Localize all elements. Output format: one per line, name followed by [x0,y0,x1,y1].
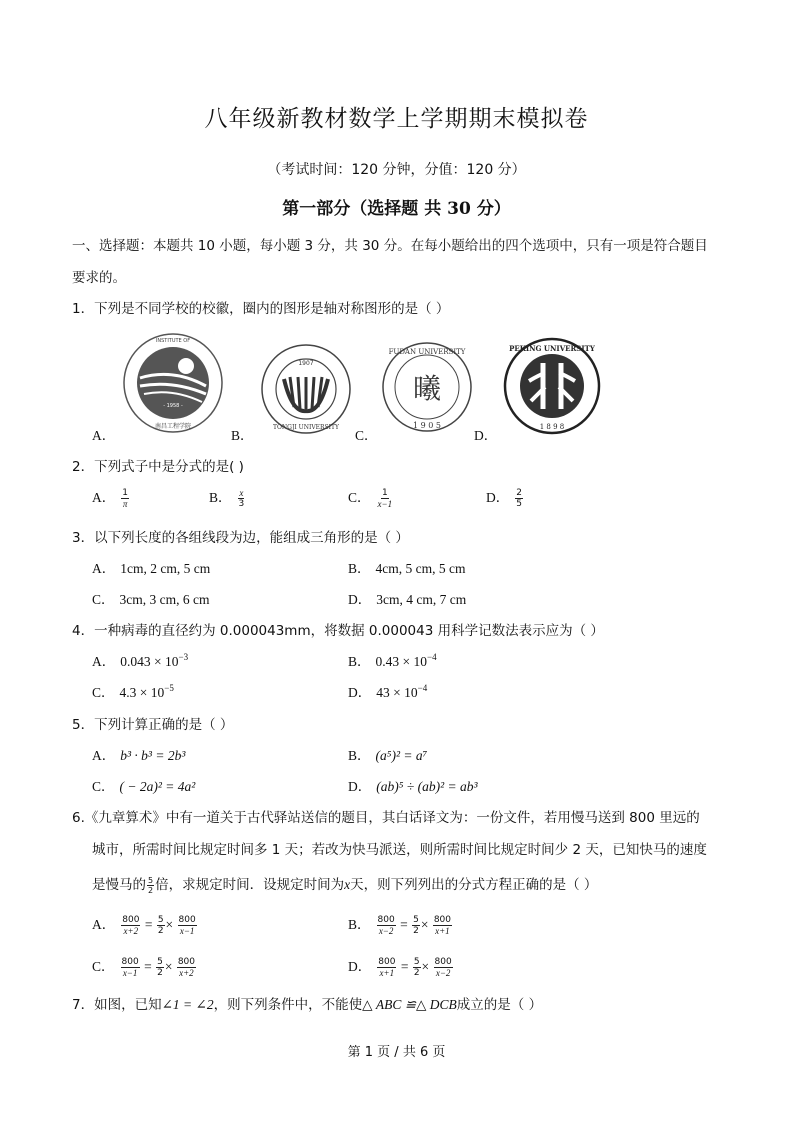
question-5-option-d[interactable] [348,775,478,795]
option-exponent: −5 [164,683,174,693]
option-label: D． [348,592,372,607]
option-label: D． [348,779,372,794]
question-4-option-b[interactable] [348,650,437,670]
option-label: C． [92,779,115,794]
question-6-option-a[interactable]: A． $\frac{800}{x+2}$ = $\frac{5}{2}$ × $\frac{800}{x-1}$ [92,915,196,937]
option-label: C． [355,428,378,443]
svg-text:PEKING UNIVERSITY: PEKING UNIVERSITY [509,344,595,353]
question-6-stem-line-2: 城市，所需时间比规定时间多 1 天；若改为快马派送，则所需时间比规定时间少 2 天，已知快马的速度 [92,842,707,858]
page-footer: 第 1 页 / 共 6 页 [347,1045,446,1060]
question-3-option-a[interactable] [92,557,210,577]
denominator: 2 [157,968,163,979]
question-3-option-c[interactable] [92,588,210,608]
denominator: x−1 [179,926,195,937]
svg-text:1 8 9 8: 1 8 9 8 [539,423,565,431]
stem-text: ，则下列条件中，不能使 [213,997,363,1013]
numerator: 800 [433,915,451,926]
peking-emblem-icon [503,337,601,435]
numerator: 1 [381,488,388,499]
tongji-emblem-icon [258,343,354,435]
question-1-option-a[interactable] [92,424,120,444]
page-title: 八年级新教材数学上学期期末模拟卷 [204,106,589,132]
svg-text:1 9 0 5: 1 9 0 5 [413,421,441,430]
question-2-option-a[interactable] [92,486,130,509]
stem-math: △ ABC ≌△ DCB [362,997,457,1012]
stem-text: 天，则下列列出的分式方程正确的是（ ） [350,877,598,893]
exam-info: （考试时间：120 分钟，分值：120 分） [267,162,526,178]
question-5-option-c[interactable] [92,775,195,795]
question-3-option-d[interactable] [348,588,466,608]
numerator: 800 [122,915,140,926]
option-text: (ab)⁵ ÷ (ab)² = ab³ [376,779,478,794]
denominator: π [122,499,128,510]
variable: x [344,877,351,892]
question-1-option-b[interactable] [231,424,259,444]
option-text: 4cm, 5 cm, 5 cm [375,561,466,576]
denominator: x−2 [378,926,394,937]
instructions-line-2: 要求的。 [72,270,126,286]
option-exponent: −4 [427,652,437,662]
option-label: A． [92,490,116,505]
question-6-stem-line-1: 6.《九章算术》中有一道关于古代驿站送信的题目，其白话译文为：一份文件，若用慢马送到 800 里远的 [72,810,700,826]
option-label: C． [92,685,115,700]
numerator: 5 [157,957,163,968]
denominator: x−2 [435,968,451,979]
option-label: B． [209,490,232,505]
question-5-option-a[interactable] [92,744,185,764]
question-2-stem: 2．下列式子中是分式的是( ) [72,459,244,475]
numerator: 1 [122,488,128,499]
question-2-option-d[interactable] [486,486,524,509]
question-4-option-a[interactable] [92,650,188,670]
option-label: D． [348,685,372,700]
denominator: 2 [413,968,420,979]
denominator: 3 [238,499,245,510]
question-1-option-c[interactable] [355,424,383,444]
stem-text: 是慢马的 [92,877,146,893]
denominator: x+2 [179,968,194,979]
question-2-option-c[interactable] [348,486,394,509]
denominator: x−1 [122,968,138,979]
option-label: D． [474,428,498,443]
denominator: x+1 [435,926,450,937]
option-label: A． [92,561,116,576]
question-5-stem: 5．下列计算正确的是（ ） [72,717,234,733]
svg-text:FUDAN UNIVERSITY: FUDAN UNIVERSITY [388,348,466,356]
nanchang-emblem-icon [122,332,224,434]
denominator: 2 [148,885,154,895]
denominator: x−1 [377,499,393,510]
denominator: 2 [157,926,164,937]
option-text: 3cm, 4 cm, 7 cm [376,592,467,607]
denominator: x+2 [123,926,139,937]
option-label: C． [92,592,115,607]
svg-text:TONGJI UNIVERSITY: TONGJI UNIVERSITY [273,424,339,431]
question-6-option-c[interactable]: C． $\frac{800}{x-1}$ = $\frac{5}{2}$ × $\frac{800}{x+2}$ [92,957,195,979]
question-4-option-c[interactable] [92,681,174,701]
question-1-stem: 1．下列是不同学校的校徽，圈内的图形是轴对称图形的是（ ） [72,301,450,317]
option-label: B． [348,654,371,669]
svg-text:南昌工程学院: 南昌工程学院 [154,423,192,430]
question-3-option-b[interactable] [348,557,466,577]
option-label: C． [348,490,371,505]
option-label: D． [486,490,510,505]
option-base: 0.43 × 10 [375,654,428,669]
question-6-stem-line-3 [92,873,597,895]
option-label: A． [92,748,116,763]
option-base: 0.043 × 10 [120,654,179,669]
numerator: 800 [177,957,195,968]
instructions-line-1: 一、选择题：本题共 10 小题，每小题 3 分，共 30 分。在每小题给出的四个选项中，只有一项是符合题目 [72,238,708,254]
option-text: 3cm, 3 cm, 6 cm [119,592,210,607]
stem-text: 7．如图，已知 [72,997,162,1013]
option-label: D． [348,959,372,974]
option-text: ( − 2a)² = 4a² [119,779,196,794]
option-base: 4.3 × 10 [119,685,165,700]
option-base: 43 × 10 [376,685,418,700]
numerator: 5 [413,915,419,926]
svg-text:INSTITUTE OF: INSTITUTE OF [155,338,191,344]
stem-text: 倍，求规定时间．设规定时间为 [155,877,345,893]
svg-text:- 1958 -: - 1958 - [163,403,183,409]
option-text: 1cm, 2 cm, 5 cm [120,561,211,576]
option-label: B． [348,561,371,576]
question-5-option-b[interactable] [348,744,427,764]
option-label: A． [92,428,116,443]
numerator: 5 [148,875,154,885]
stem-math: ∠1 = ∠2 [161,997,214,1012]
question-6-option-d[interactable]: D． $\frac{800}{x+1}$ = $\frac{5}{2}$ × $\frac{800}{x-2}$ [348,957,452,979]
option-label: C． [92,959,115,974]
denominator: x+1 [379,968,395,979]
fudan-emblem-icon [381,340,473,434]
stem-text: 成立的是（ ） [456,997,543,1013]
numerator: 800 [378,957,396,968]
question-1-option-d[interactable] [474,424,502,444]
numerator: 800 [434,957,452,968]
option-text: (a⁵)² = a⁷ [375,748,428,763]
numerator: 2 [516,488,522,499]
numerator: 800 [178,915,196,926]
svg-text:1907: 1907 [298,360,314,367]
option-exponent: −4 [417,683,428,693]
option-label: B． [348,748,371,763]
numerator: x [239,488,244,499]
numerator: 5 [413,957,420,968]
option-label: B． [348,917,371,932]
svg-text:曦: 曦 [412,372,442,405]
option-label: A． [92,917,116,932]
question-7-stem [72,993,542,1013]
option-text: b³ · b³ = 2b³ [120,748,186,763]
question-3-stem: 3．以下列长度的各组线段为边，能组成三角形的是（ ） [72,530,409,546]
option-label: B． [231,428,254,443]
question-4-option-d[interactable] [348,681,427,701]
numerator: 800 [377,915,395,926]
denominator: 2 [413,926,419,937]
question-6-option-b[interactable]: B． $\frac{800}{x-2}$ = $\frac{5}{2}$ × $\frac{800}{x+1}$ [348,915,451,937]
numerator: 800 [121,957,139,968]
option-exponent: −3 [178,652,189,662]
question-4-stem: 4．一种病毒的直径约为 0.000043mm，将数据 0.000043 用科学记数法表示应为（ ） [72,623,604,639]
numerator: 5 [157,915,164,926]
denominator: 5 [516,499,522,510]
question-2-option-b[interactable] [209,486,246,509]
section-title: 第一部分（选择题 共 30 分） [282,199,511,219]
option-label: A． [92,654,116,669]
